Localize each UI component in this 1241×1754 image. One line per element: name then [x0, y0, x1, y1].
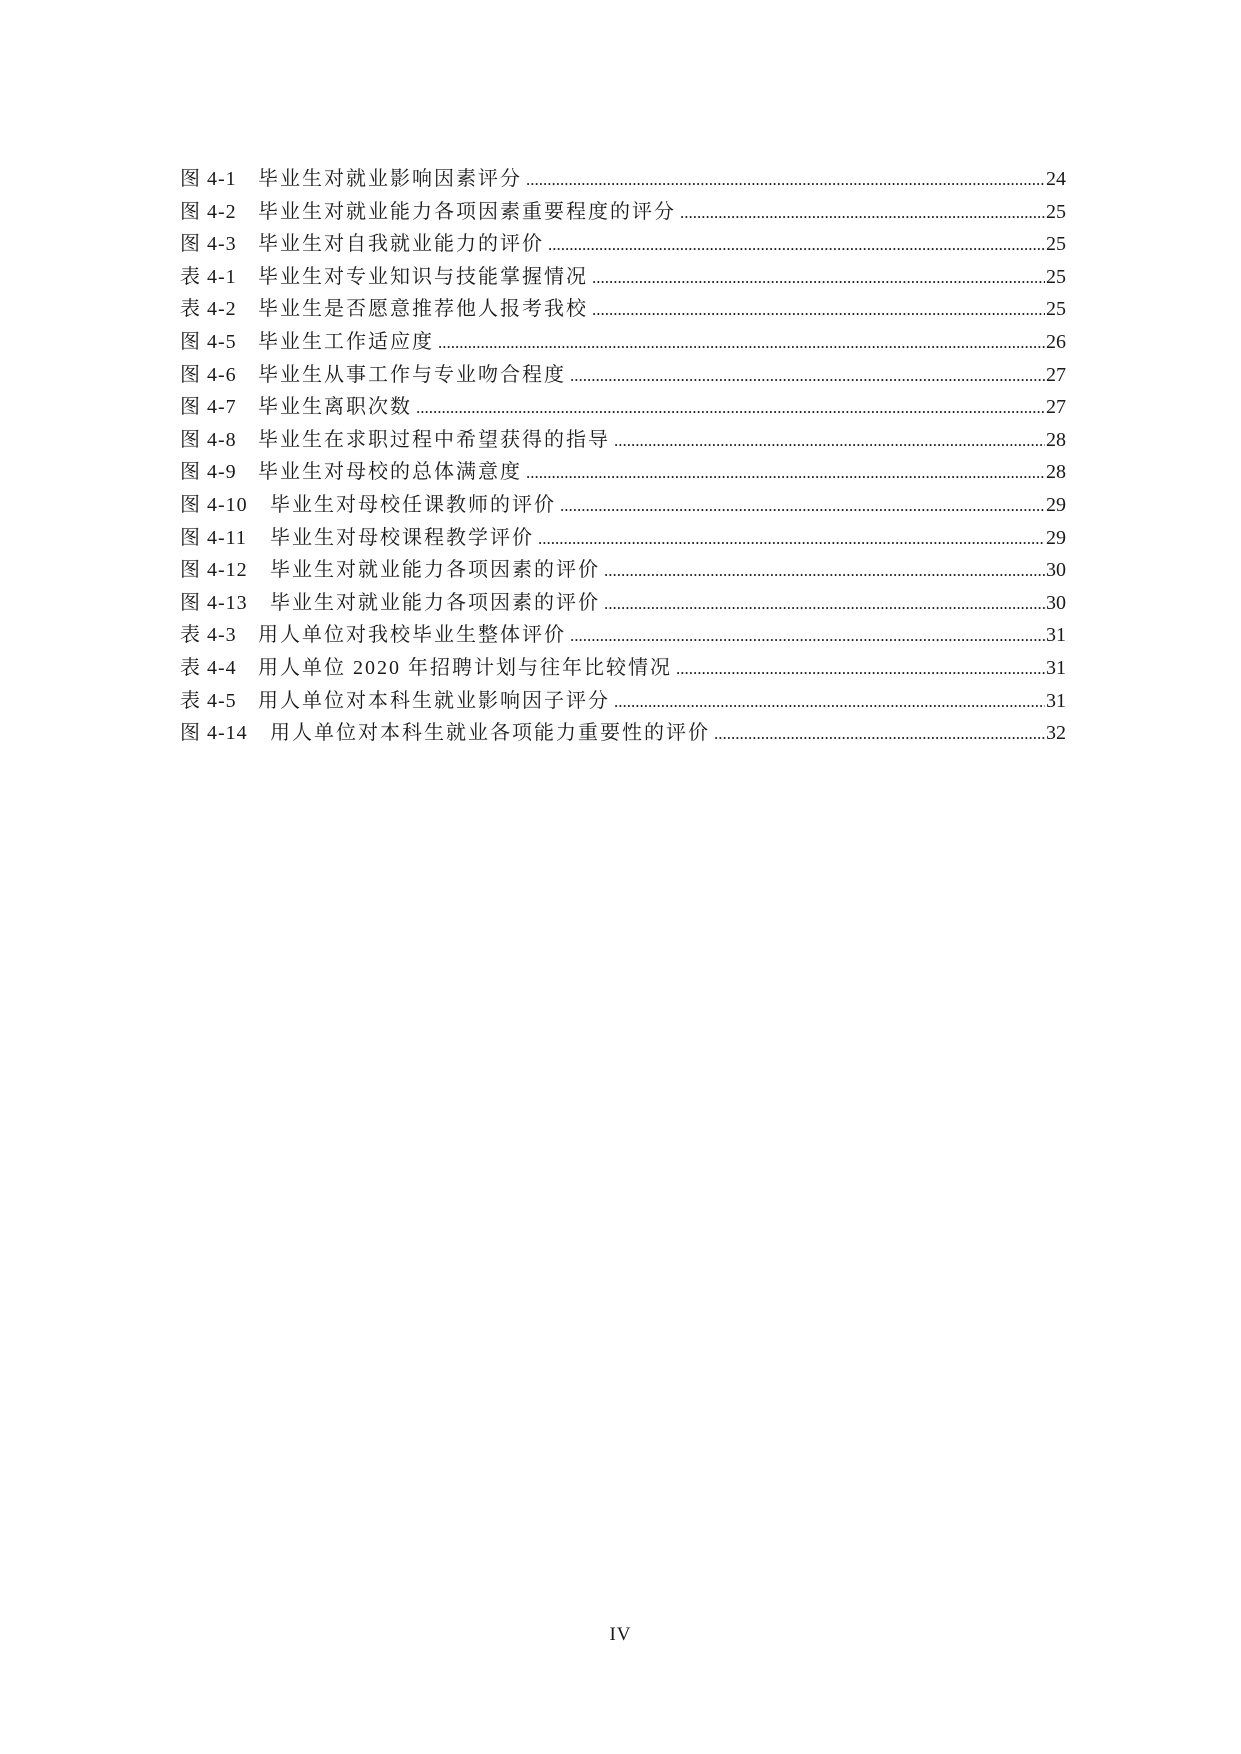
entry-page-number: 25	[1046, 265, 1066, 288]
toc-entry[interactable]	[180, 196, 1066, 229]
dot-leader	[538, 523, 1045, 556]
dot-leader	[592, 294, 1045, 327]
toc-entry[interactable]	[180, 228, 1066, 261]
entry-title: 毕业生从事工作与专业吻合程度	[258, 363, 566, 386]
toc-entry[interactable]	[180, 163, 1066, 196]
toc-entry[interactable]	[180, 587, 1066, 620]
dot-leader	[614, 686, 1045, 719]
entry-label: 图 4-5	[180, 330, 237, 353]
entry-label: 表 4-3	[180, 624, 237, 647]
entry-title: 用人单位对本科生就业影响因子评分	[258, 689, 610, 712]
entry-title: 毕业生对就业能力各项因素重要程度的评分	[258, 200, 676, 223]
toc-entry[interactable]	[180, 391, 1066, 424]
dot-leader	[676, 653, 1045, 686]
entry-label: 表 4-2	[180, 298, 237, 321]
entry-title: 毕业生离职次数	[258, 396, 412, 419]
entry-label: 图 4-1	[180, 168, 237, 190]
entry-label: 图 4-7	[180, 396, 237, 419]
dot-leader	[570, 620, 1045, 653]
dot-leader	[604, 555, 1045, 588]
toc-entry[interactable]	[180, 652, 1066, 685]
entry-page-number: 30	[1046, 559, 1066, 582]
entry-label: 表 4-5	[180, 689, 237, 712]
entry-page-number: 27	[1046, 396, 1066, 419]
page-number: IV	[609, 1624, 632, 1645]
entry-page-number: 25	[1046, 200, 1066, 223]
entry-title: 毕业生对专业知识与技能掌握情况	[258, 265, 588, 288]
entry-title: 毕业生对自我就业能力的评价	[258, 233, 544, 256]
toc-entry[interactable]	[180, 522, 1066, 555]
toc-entry[interactable]	[180, 717, 1066, 750]
entry-page-number: 28	[1046, 461, 1066, 484]
dot-leader	[680, 197, 1045, 230]
entry-title: 用人单位 2020 年招聘计划与往年比较情况	[258, 656, 672, 679]
entry-title: 毕业生对母校任课教师的评价	[270, 493, 556, 516]
dot-leader	[548, 229, 1045, 262]
entry-page-number: 29	[1046, 493, 1066, 516]
entry-label: 图 4-6	[180, 363, 237, 386]
dot-leader	[560, 490, 1045, 523]
entry-page-number: 32	[1046, 722, 1066, 745]
toc-entry[interactable]	[180, 424, 1066, 457]
dot-leader	[526, 457, 1045, 490]
entry-title: 毕业生对母校课程教学评价	[270, 526, 534, 549]
entry-title: 毕业生在求职过程中希望获得的指导	[258, 428, 610, 451]
dot-leader	[416, 392, 1045, 425]
entry-page-number: 26	[1046, 330, 1066, 353]
toc-entry[interactable]	[180, 293, 1066, 326]
entry-page-number: 25	[1046, 233, 1066, 256]
entry-page-number: 27	[1046, 363, 1066, 386]
toc-entry[interactable]	[180, 456, 1066, 489]
entry-label: 图 4-2	[180, 200, 237, 223]
entry-title: 毕业生对母校的总体满意度	[258, 461, 522, 484]
table-of-contents	[180, 163, 1066, 750]
entry-page-number: 30	[1046, 591, 1066, 614]
dot-leader	[614, 425, 1045, 458]
entry-title: 毕业生对就业能力各项因素的评价	[270, 591, 600, 614]
entry-page-number: 29	[1046, 526, 1066, 549]
entry-label: 图 4-10	[180, 493, 248, 516]
toc-entry[interactable]	[180, 685, 1066, 718]
entry-title: 毕业生工作适应度	[258, 330, 434, 353]
entry-label: 图 4-11	[180, 526, 247, 549]
entry-page-number: 31	[1046, 656, 1066, 679]
entry-title: 毕业生对就业能力各项因素的评价	[270, 559, 600, 582]
dot-leader	[714, 718, 1045, 751]
dot-leader	[526, 164, 1045, 197]
entry-title: 用人单位对我校毕业生整体评价	[258, 624, 566, 647]
toc-entry[interactable]	[180, 326, 1066, 359]
entry-title: 毕业生对就业影响因素评分	[258, 168, 522, 190]
dot-leader	[438, 327, 1045, 360]
entry-page-number: 24	[1046, 168, 1066, 190]
entry-label: 图 4-14	[180, 722, 248, 745]
toc-entry[interactable]	[180, 261, 1066, 294]
dot-leader	[592, 262, 1045, 295]
entry-label: 图 4-9	[180, 461, 237, 484]
entry-label: 图 4-8	[180, 428, 237, 451]
dot-leader	[604, 588, 1045, 621]
entry-page-number: 28	[1046, 428, 1066, 451]
entry-label: 表 4-4	[180, 656, 237, 679]
entry-label: 表 4-1	[180, 265, 237, 288]
entry-title: 用人单位对本科生就业各项能力重要性的评价	[270, 722, 710, 745]
toc-entry[interactable]	[180, 554, 1066, 587]
toc-entry[interactable]	[180, 619, 1066, 652]
entry-label: 图 4-13	[180, 591, 248, 614]
entry-label: 图 4-3	[180, 233, 237, 256]
entry-title: 毕业生是否愿意推荐他人报考我校	[258, 298, 588, 321]
entry-page-number: 31	[1046, 624, 1066, 647]
entry-page-number: 31	[1046, 689, 1066, 712]
toc-entry[interactable]	[180, 489, 1066, 522]
entry-page-number: 25	[1046, 298, 1066, 321]
dot-leader	[570, 360, 1045, 393]
entry-label: 图 4-12	[180, 559, 248, 582]
toc-entry[interactable]	[180, 359, 1066, 392]
